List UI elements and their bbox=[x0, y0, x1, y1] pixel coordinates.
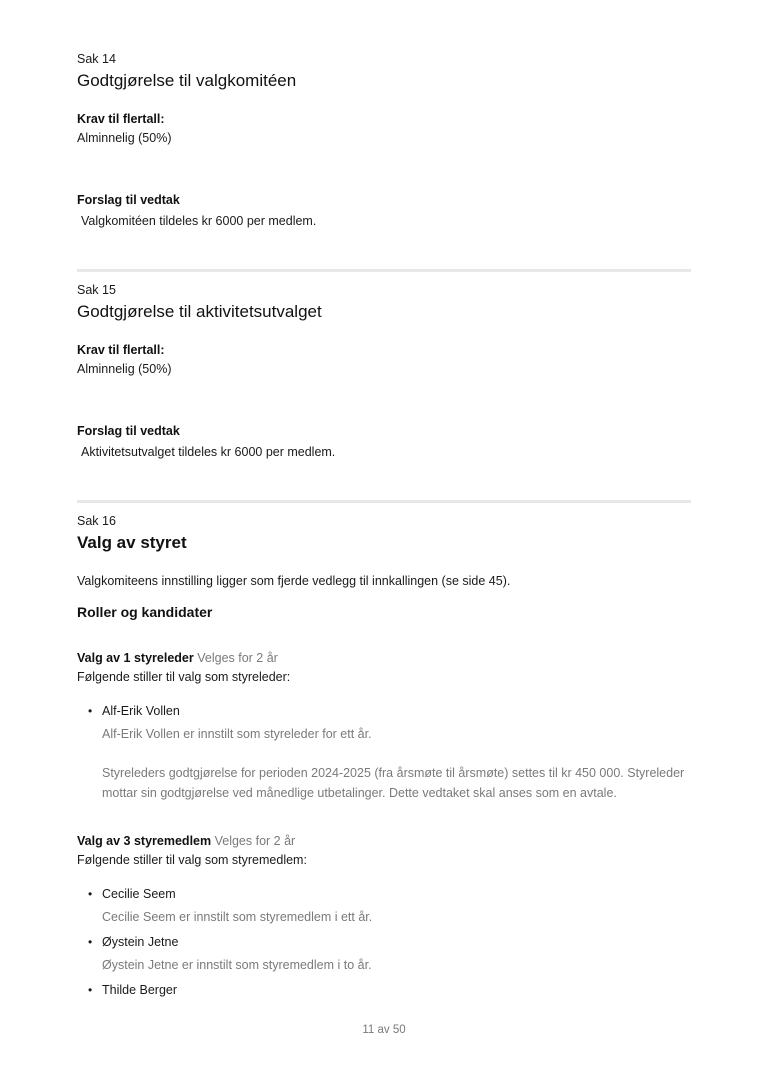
bullet-marker: • bbox=[88, 887, 93, 901]
member-candidate-name: Thilde Berger bbox=[102, 983, 178, 997]
sak14-proposal-text: Valgkomitéen tildeles kr 6000 per medlem. bbox=[81, 214, 317, 228]
member-candidate-name: Cecilie Seem bbox=[102, 887, 176, 901]
section-divider bbox=[77, 269, 691, 272]
sak16-title: Valg av styret bbox=[77, 533, 187, 552]
leader-compensation-line2: mottar sin godtgjørelse ved månedlige utbetalinger. Dette vedtaket skal anses som en avtale. bbox=[102, 786, 617, 800]
leader-candidate-name: Alf-Erik Vollen bbox=[102, 704, 180, 718]
leader-lead-text: Følgende stiller til valg som styreleder: bbox=[77, 670, 291, 684]
section-divider bbox=[77, 500, 691, 503]
sak15-majority-label: Krav til flertall: bbox=[77, 343, 165, 357]
member-candidate-note: Øystein Jetne er innstilt som styremedlem i to år. bbox=[102, 958, 372, 972]
sak14-majority-value: Alminnelig (50%) bbox=[77, 131, 172, 145]
leader-election-label: Valg av 1 styreleder bbox=[77, 651, 194, 665]
sak14-title: Godtgjørelse til valgkomitéen bbox=[77, 71, 297, 90]
bullet-marker: • bbox=[88, 935, 93, 949]
page-number: 11 av 50 bbox=[362, 1024, 406, 1036]
sak14-majority-label: Krav til flertall: bbox=[77, 112, 165, 126]
sak15-number: Sak 15 bbox=[77, 283, 116, 297]
leader-compensation-line1: Styreleders godtgjørelse for perioden 2024-2025 (fra årsmøte til årsmøte) settes til kr 450 000. Styreleder bbox=[102, 766, 685, 780]
leader-candidate-note: Alf-Erik Vollen er innstilt som styreleder for ett år. bbox=[102, 727, 372, 741]
bullet-marker: • bbox=[88, 704, 93, 718]
members-lead-text: Følgende stiller til valg som styremedlem: bbox=[77, 853, 307, 867]
sak14-proposal-label: Forslag til vedtak bbox=[77, 193, 180, 207]
sak15-title: Godtgjørelse til aktivitetsutvalget bbox=[77, 302, 322, 321]
sak15-proposal-label: Forslag til vedtak bbox=[77, 424, 180, 438]
sak14-number: Sak 14 bbox=[77, 52, 116, 66]
members-election-label: Valg av 3 styremedlem bbox=[77, 834, 212, 848]
bullet-marker: • bbox=[88, 983, 93, 997]
sak15-majority-value: Alminnelig (50%) bbox=[77, 362, 172, 376]
leader-election-line bbox=[77, 651, 278, 665]
members-term: Velges for 2 år bbox=[214, 834, 296, 848]
sak16-intro: Valgkomiteens innstilling ligger som fjerde vedlegg til innkallingen (se side 45). bbox=[77, 574, 511, 588]
sak15-proposal-text: Aktivitetsutvalget tildeles kr 6000 per medlem. bbox=[81, 445, 336, 459]
leader-term: Velges for 2 år bbox=[197, 651, 278, 665]
members-election-line bbox=[77, 834, 295, 848]
member-candidate-name: Øystein Jetne bbox=[102, 935, 179, 949]
roles-heading: Roller og kandidater bbox=[77, 604, 213, 620]
sak16-number: Sak 16 bbox=[77, 514, 116, 528]
member-candidate-note: Cecilie Seem er innstilt som styremedlem i ett år. bbox=[102, 910, 373, 924]
